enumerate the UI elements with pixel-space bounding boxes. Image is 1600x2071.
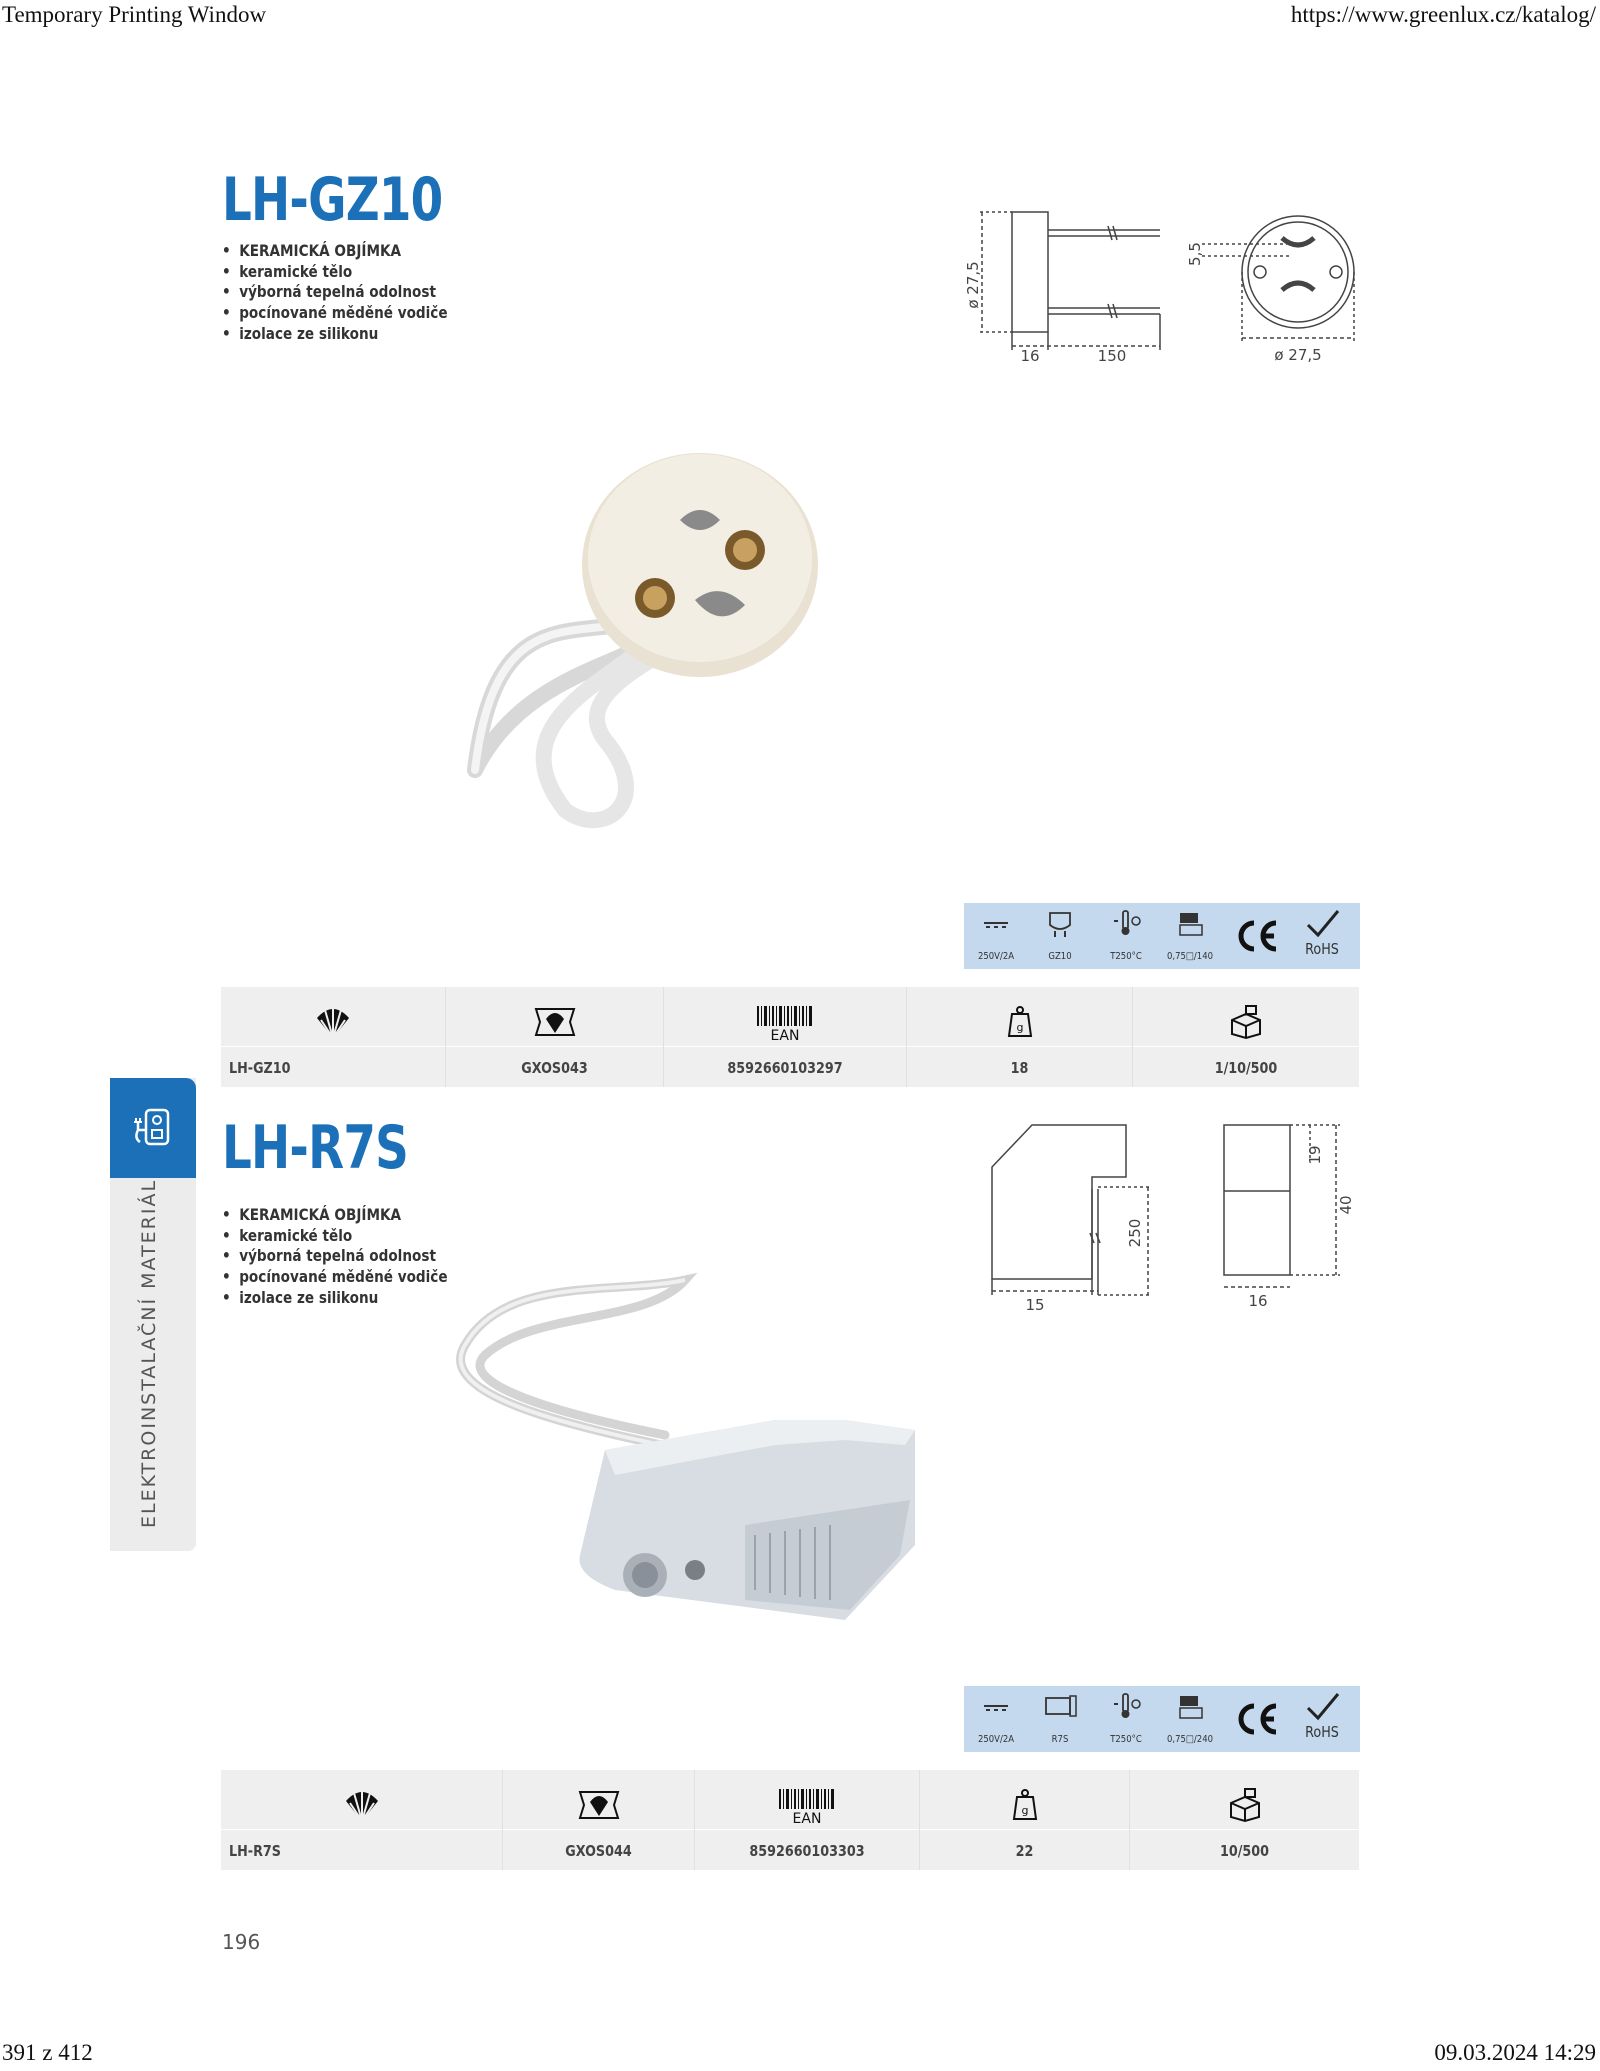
table-value-name: LH-R7S xyxy=(229,1842,281,1860)
dim-label: 16 xyxy=(1020,347,1040,365)
spec-icon-bar xyxy=(964,903,1360,969)
socket-r7s-icon xyxy=(1030,1686,1090,1752)
product-code-icon xyxy=(503,1784,694,1826)
feature-item: • pocínované měděné vodiče xyxy=(222,303,448,324)
ean-barcode-icon xyxy=(664,1001,906,1043)
spec-label: RoHS xyxy=(1305,940,1339,958)
table-value-ean: 8592660103297 xyxy=(727,1059,843,1077)
table-cell xyxy=(920,1770,1130,1870)
ean-label: EAN xyxy=(770,1028,800,1042)
spec-label: 250V/2A xyxy=(977,1734,1015,1745)
window-title: Temporary Printing Window xyxy=(2,2,267,27)
socket-gz10-icon xyxy=(1030,903,1090,969)
shell-logo-icon xyxy=(221,1784,502,1826)
table-cell xyxy=(907,987,1133,1087)
feature-item: • keramické tělo xyxy=(222,1226,448,1247)
feature-item: • KERAMICKÁ OBJÍMKA xyxy=(222,1205,448,1226)
packaging-icon xyxy=(1130,1784,1359,1826)
spec-label: T250°C xyxy=(1110,1734,1142,1745)
product-photo-gz10 xyxy=(455,440,965,840)
table-value-packaging: 1/10/500 xyxy=(1214,1059,1278,1077)
feature-item: • keramické tělo xyxy=(222,262,448,283)
packaging-icon xyxy=(1133,1001,1359,1043)
product-info-table xyxy=(221,987,1359,1087)
table-value-weight: 22 xyxy=(1015,1842,1034,1860)
dim-label: 150 xyxy=(1097,347,1127,365)
spec-label: R7S xyxy=(1051,1734,1069,1745)
electrical-socket-icon xyxy=(110,1078,196,1178)
table-value-code: GXOS043 xyxy=(521,1059,588,1077)
table-cell xyxy=(1130,1770,1359,1870)
ean-barcode-icon xyxy=(695,1784,919,1826)
shell-logo-icon xyxy=(221,1001,445,1043)
voltage-icon xyxy=(966,903,1026,969)
feature-item: • výborná tepelná odolnost xyxy=(222,1246,448,1267)
dim-label: 5,5 xyxy=(1186,242,1204,266)
weight-unit: g xyxy=(1016,1021,1023,1034)
table-cell xyxy=(1133,987,1359,1087)
dim-label: 19 xyxy=(1306,1145,1324,1165)
table-cell xyxy=(695,1770,920,1870)
temperature-icon xyxy=(1096,903,1156,969)
temperature-icon xyxy=(1096,1686,1156,1752)
spec-label: 0,75□/140 xyxy=(1166,951,1214,962)
feature-item: • izolace ze silikonu xyxy=(222,1288,448,1309)
page-counter: 391 z 412 xyxy=(2,2040,93,2065)
product-code-icon xyxy=(446,1001,663,1043)
print-datetime: 09.03.2024 14:29 xyxy=(1434,2040,1596,2065)
dim-label: 40 xyxy=(1337,1195,1355,1215)
product-title: LH-R7S xyxy=(222,1113,409,1183)
ce-mark-icon xyxy=(1226,1686,1286,1752)
product-photo-r7s xyxy=(445,1255,935,1675)
dim-label: 16 xyxy=(1248,1292,1268,1310)
table-cell xyxy=(221,987,446,1087)
weight-icon xyxy=(907,1001,1132,1043)
feature-item: • izolace ze silikonu xyxy=(222,324,448,345)
table-cell xyxy=(503,1770,695,1870)
technical-drawing-gz10 xyxy=(960,200,1380,375)
page-number: 196 xyxy=(222,1930,261,1954)
spec-label: 250V/2A xyxy=(977,951,1015,962)
category-icon-box xyxy=(110,1078,196,1178)
feature-item: • výborná tepelná odolnost xyxy=(222,282,448,303)
table-cell xyxy=(446,987,664,1087)
weight-unit: g xyxy=(1021,1804,1028,1817)
product-info-table xyxy=(221,1770,1359,1870)
table-cell xyxy=(221,1770,503,1870)
rohs-icon xyxy=(1292,903,1352,969)
table-value-name: LH-GZ10 xyxy=(229,1059,291,1077)
voltage-icon xyxy=(966,1686,1026,1752)
cable-cross-section-icon xyxy=(1160,903,1220,969)
spec-label: 0,75□/240 xyxy=(1166,1734,1214,1745)
spec-label: RoHS xyxy=(1305,1723,1339,1741)
table-value-weight: 18 xyxy=(1010,1059,1029,1077)
product-title: LH-GZ10 xyxy=(222,165,443,235)
dim-label: ø 27,5 xyxy=(964,261,982,309)
dim-label: 250 xyxy=(1126,1218,1144,1248)
dim-label: 15 xyxy=(1025,1296,1045,1314)
ean-label: EAN xyxy=(792,1811,822,1825)
spec-label: T250°C xyxy=(1110,951,1142,962)
table-cell xyxy=(664,987,907,1087)
feature-item: • pocínované měděné vodiče xyxy=(222,1267,448,1288)
technical-drawing-r7s xyxy=(980,1115,1360,1315)
weight-icon xyxy=(920,1784,1129,1826)
spec-label: GZ10 xyxy=(1048,951,1072,962)
dim-label: ø 27,5 xyxy=(1274,346,1322,364)
table-value-packaging: 10/500 xyxy=(1219,1842,1270,1860)
cable-cross-section-icon xyxy=(1160,1686,1220,1752)
table-value-ean: 8592660103303 xyxy=(749,1842,865,1860)
ce-mark-icon xyxy=(1226,903,1286,969)
category-label: ELEKTROINSTALAČNÍ MATERIÁL xyxy=(138,1178,160,1528)
page-url[interactable]: https://www.greenlux.cz/katalog/ xyxy=(1290,2,1596,27)
table-value-code: GXOS044 xyxy=(565,1842,632,1860)
feature-list xyxy=(222,241,448,345)
spec-icon-bar xyxy=(964,1686,1360,1752)
feature-list xyxy=(222,1205,448,1309)
feature-item: • KERAMICKÁ OBJÍMKA xyxy=(222,241,448,262)
rohs-icon xyxy=(1292,1686,1352,1752)
